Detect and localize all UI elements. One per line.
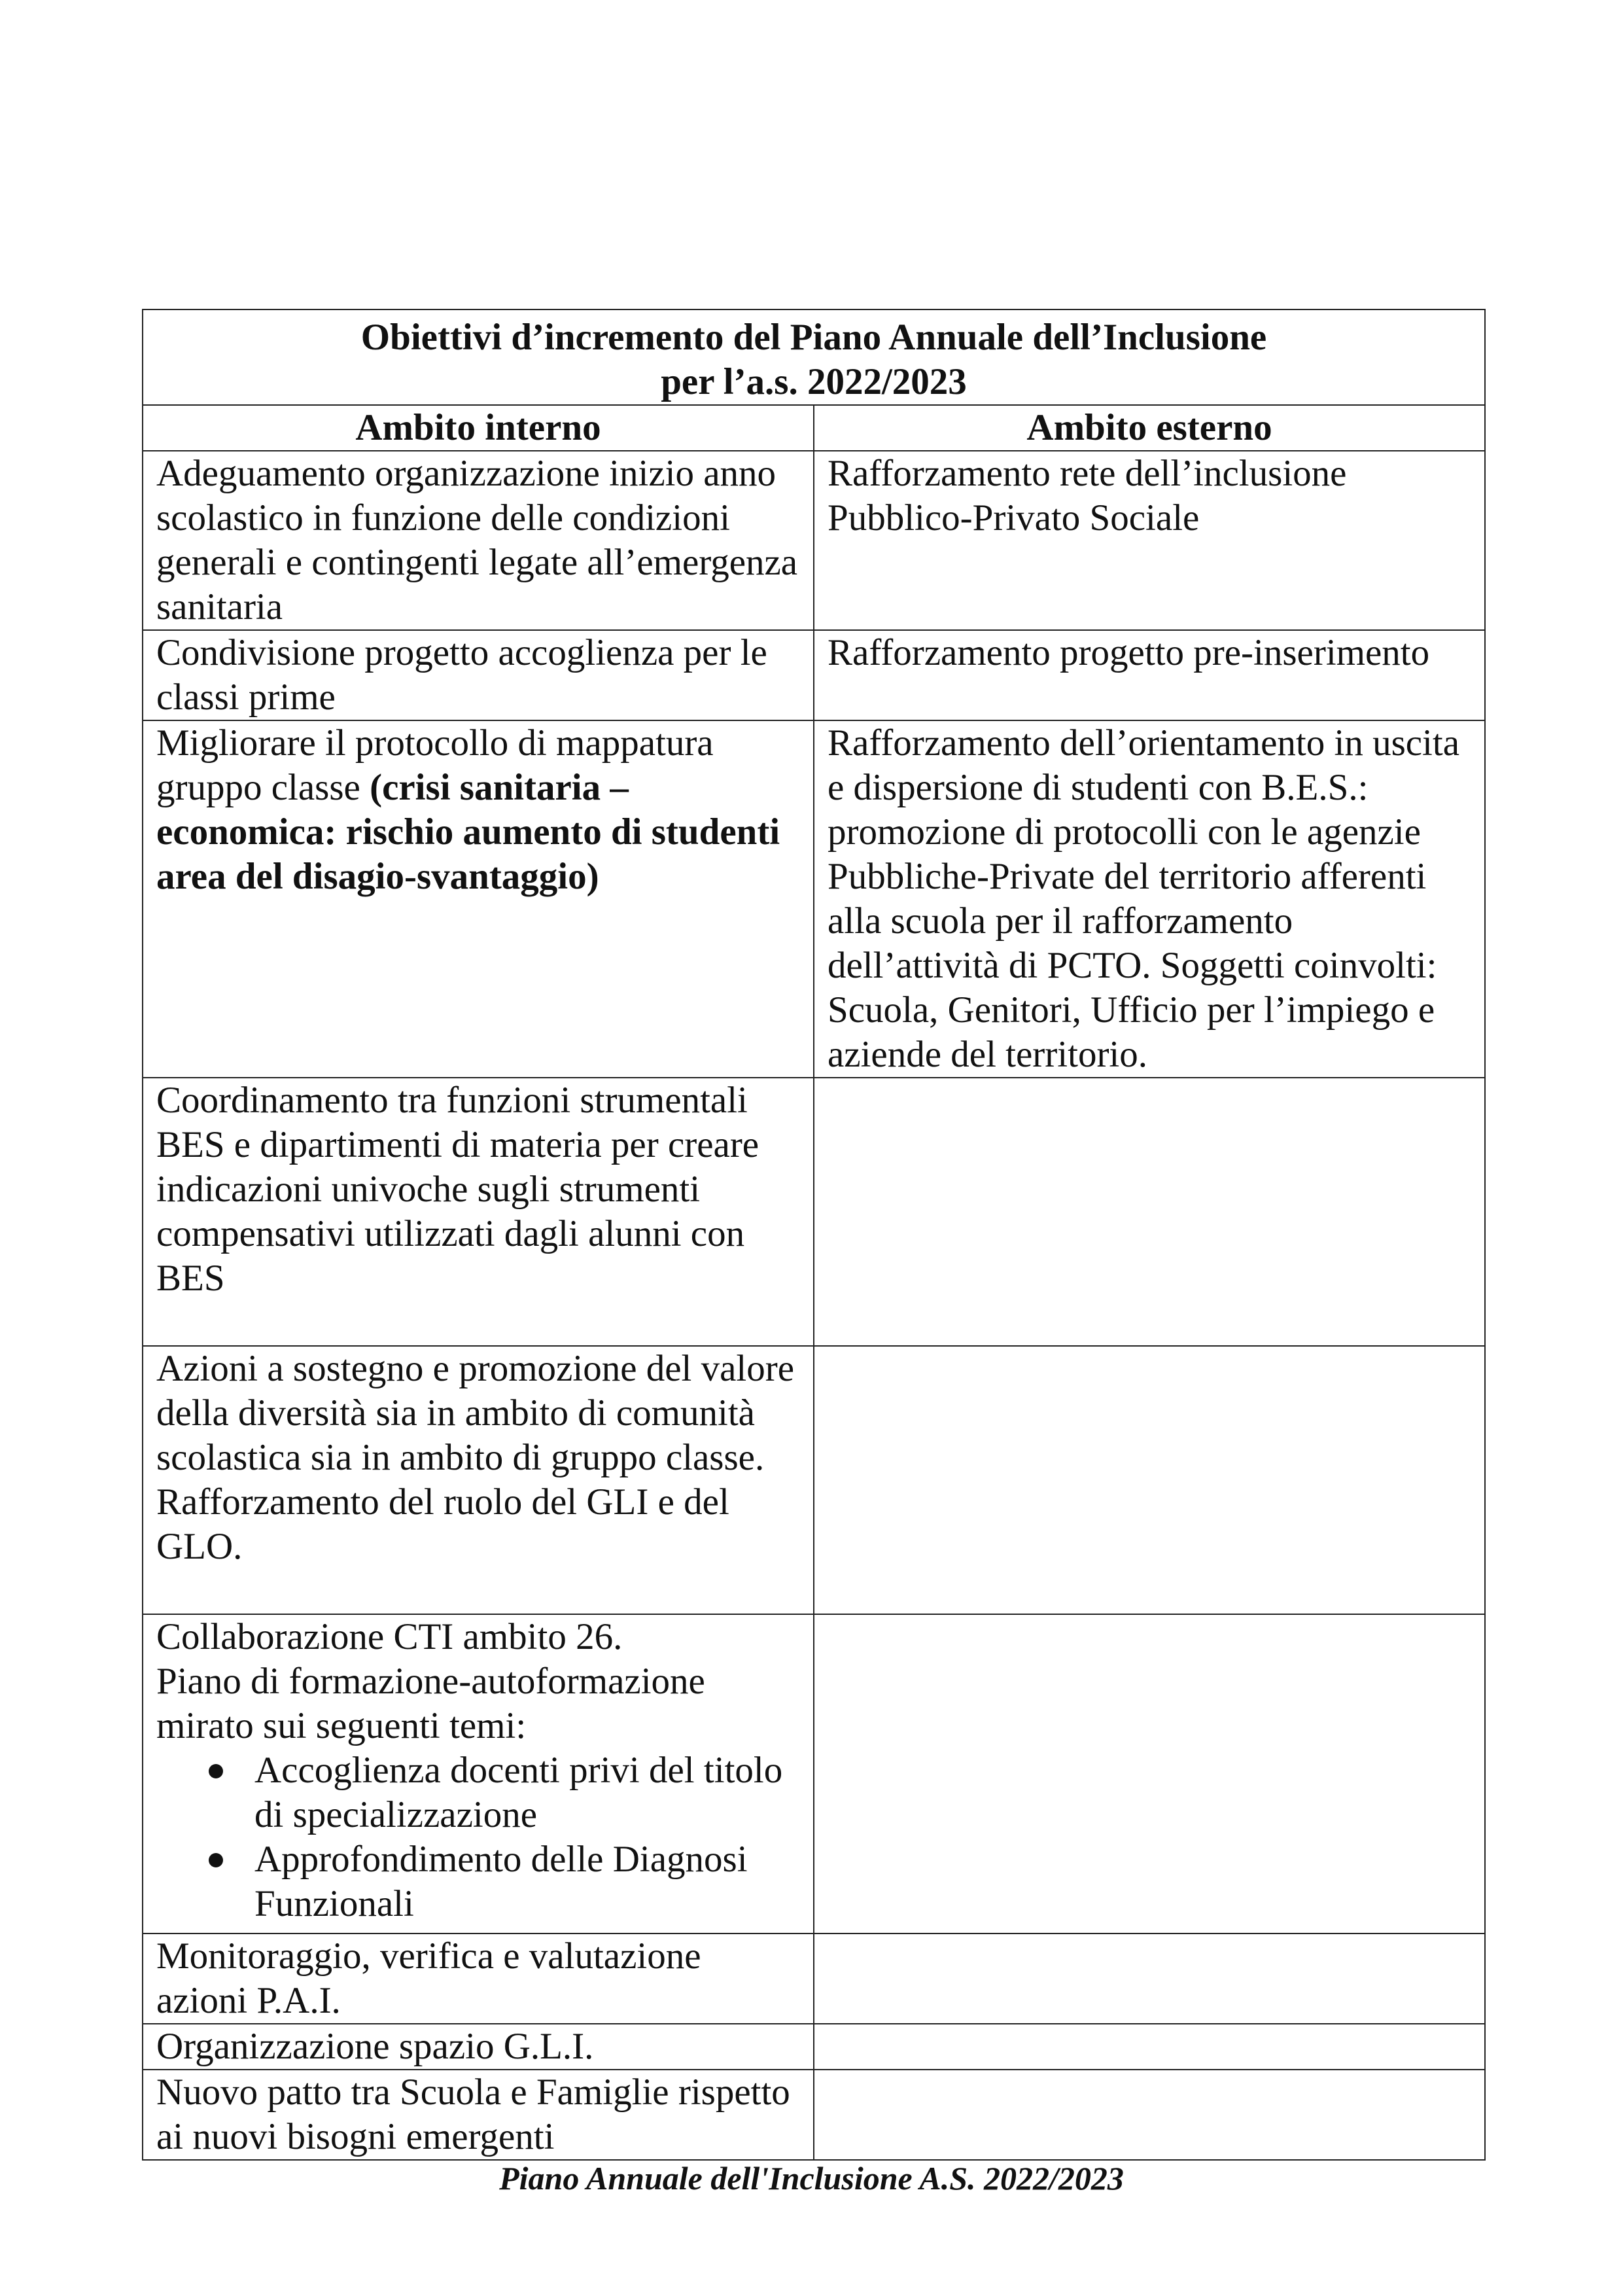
internal-paragraph: Rafforzamento del ruolo del GLI e del GLO. xyxy=(156,1481,729,1567)
external-cell xyxy=(814,1078,1485,1346)
internal-cell: Adeguamento organizzazione inizio anno scolastico in funzione delle condizioni generali e contingenti legate all’emergenza sanitaria xyxy=(143,451,814,630)
list-item-text: Approfondimento delle Diagnosi Funzionali xyxy=(254,1839,748,1924)
table-title-line-2: per l’a.s. 2022/2023 xyxy=(661,361,967,402)
table-row xyxy=(143,1934,1485,2024)
external-cell xyxy=(814,2070,1485,2160)
internal-cell xyxy=(143,1614,814,1934)
table-row xyxy=(143,630,1485,720)
internal-cell xyxy=(143,1346,814,1614)
table-row xyxy=(143,720,1485,1078)
external-cell xyxy=(814,1934,1485,2024)
table-row xyxy=(143,1614,1485,1934)
table-title-row xyxy=(143,309,1485,405)
column-header-external: Ambito esterno xyxy=(814,405,1485,451)
external-cell xyxy=(814,1614,1485,1934)
internal-cell: Nuovo patto tra Scuola e Famiglie rispetto ai nuovi bisogni emergenti xyxy=(143,2070,814,2160)
internal-text: Migliorare il protocollo di mappatura gruppo classe xyxy=(156,722,714,808)
bullet-dot-icon xyxy=(209,1764,223,1778)
internal-bold-text: (crisi sanitaria – economica: rischio aumento di studenti area del disagio-svantaggio) xyxy=(156,767,780,897)
table-row xyxy=(143,1078,1485,1346)
internal-cell: Coordinamento tra funzioni strumentali BES e dipartimenti di materia per creare indicazioni univoche sugli strumenti compensativi utilizzati dagli alunni con BES xyxy=(143,1078,814,1346)
list-item-text: Accoglienza docenti privi del titolo di specializzazione xyxy=(254,1750,783,1835)
internal-paragraph: Piano di formazione-autoformazione mirato sui seguenti temi: xyxy=(156,1661,705,1746)
table-row xyxy=(143,2070,1485,2160)
topics-list xyxy=(156,1748,800,1926)
table-row xyxy=(143,1346,1485,1614)
external-cell: Rafforzamento dell’orientamento in uscita e dispersione di studenti con B.E.S.: promozione di protocolli con le agenzie Pubbliche-Private del territorio afferenti alla scuola per il rafforzamento dell’attività di PCTO. Soggetti coinvolti: Scuola, Genitori, Ufficio per l’impiego e aziende del territorio. xyxy=(814,720,1485,1078)
external-cell xyxy=(814,1346,1485,1614)
list-item xyxy=(254,1837,800,1926)
external-cell: Rafforzamento rete dell’inclusione Pubblico-Privato Sociale xyxy=(814,451,1485,630)
table-row xyxy=(143,2024,1485,2070)
internal-cell: Condivisione progetto accoglienza per le classi prime xyxy=(143,630,814,720)
internal-paragraph: Azioni a sostegno e promozione del valore della diversità sia in ambito di comunità scolastica sia in ambito di gruppo classe. xyxy=(156,1348,795,1478)
column-header-row xyxy=(143,405,1485,451)
list-item xyxy=(254,1748,800,1837)
internal-cell xyxy=(143,720,814,1078)
inclusion-objectives-table xyxy=(142,309,1486,2161)
page-footer: Piano Annuale dell'Inclusione A.S. 2022/2023 xyxy=(499,2160,1124,2197)
table-row xyxy=(143,451,1485,630)
internal-paragraph: Collaborazione CTI ambito 26. xyxy=(156,1616,623,1657)
table-title-line-1: Obiettivi d’incremento del Piano Annuale dell’Inclusione xyxy=(360,317,1267,358)
internal-cell: Monitoraggio, verifica e valutazione azioni P.A.I. xyxy=(143,1934,814,2024)
bullet-dot-icon xyxy=(209,1853,223,1867)
external-cell xyxy=(814,2024,1485,2070)
internal-cell: Organizzazione spazio G.L.I. xyxy=(143,2024,814,2070)
external-cell: Rafforzamento progetto pre-inserimento xyxy=(814,630,1485,720)
table-title xyxy=(143,309,1485,405)
column-header-internal: Ambito interno xyxy=(143,405,814,451)
